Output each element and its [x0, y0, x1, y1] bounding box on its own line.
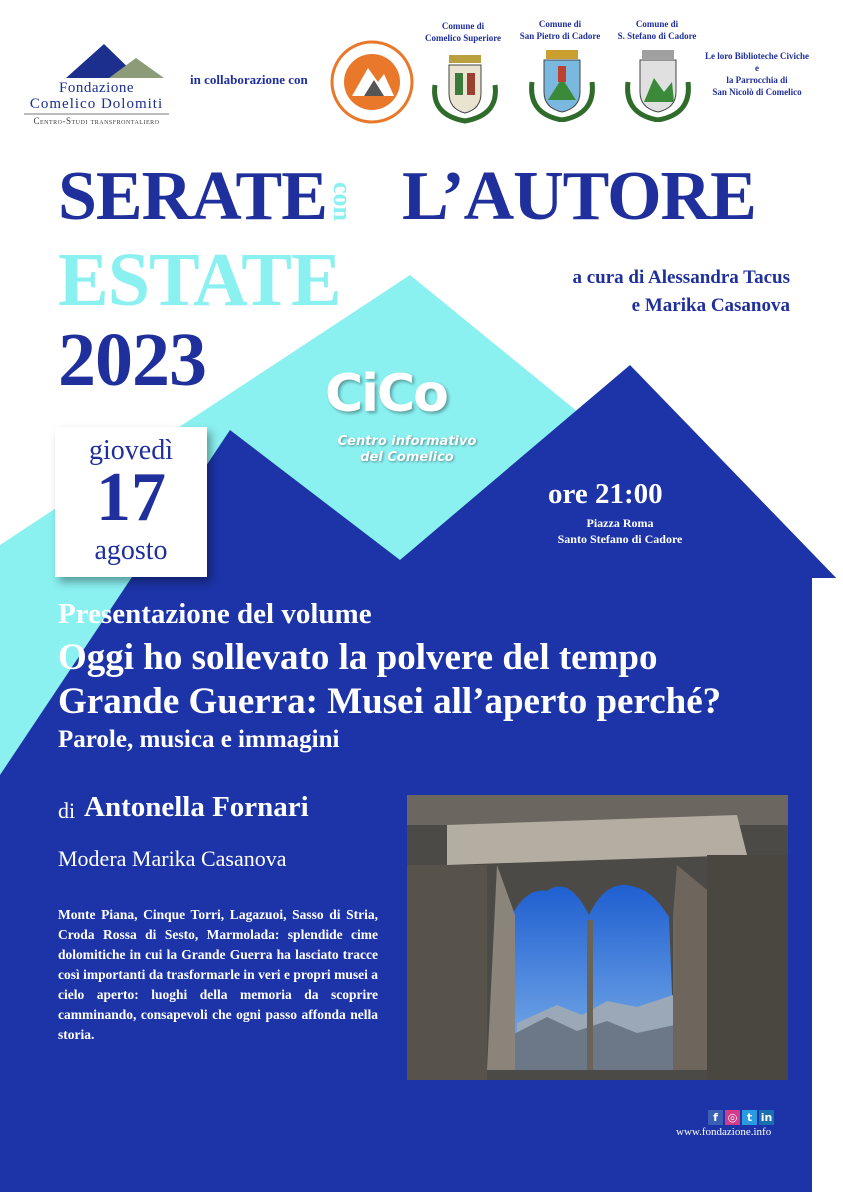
title-autore: L’AUTORE: [402, 158, 756, 235]
title-year: 2023: [58, 318, 206, 402]
date-card: [55, 427, 207, 577]
comune-comelico-superiore-label: Comune di Comelico Superiore: [424, 21, 502, 43]
unione-montana-logo: [330, 40, 414, 124]
collaboration-label: in collaborazione con: [190, 72, 308, 87]
twitter-icon[interactable]: t: [742, 1110, 757, 1125]
description: Monte Piana, Cinque Torri, Lagazuoi, Sasso di Stria, Croda Rossa di Sesto, Marmolada: splendide cime dolomitiche in cui la Grande Guerra ha lasciato tracce così importanti da trasformarle in veri e propri musei a cielo aperto: luoghi della memoria da scoprire camminando, consapevoli che ogni passo affonda nella storia.: [58, 907, 378, 1042]
foundation-subtitle: Centro-Studi transfrontaliero: [33, 116, 160, 126]
comune-san-pietro-label: Comune di San Pietro di Cadore: [519, 19, 601, 41]
event-place-line2: Santo Stefano di Cadore: [557, 532, 683, 546]
coat-of-arms-santo-stefano-icon: [618, 42, 698, 122]
event-time: ore 21:00: [548, 478, 663, 510]
cico-logo: CiCo: [325, 364, 447, 424]
coat-of-arms-comelico-superiore-icon: [425, 45, 505, 125]
social-icons: [708, 1108, 776, 1126]
book-title-line1: Oggi ho sollevato la polvere del tempo: [58, 637, 658, 678]
author-name: Antonella Fornari: [84, 791, 309, 823]
author-prefix: di: [58, 798, 76, 823]
linkedin-icon[interactable]: in: [760, 1111, 773, 1124]
event-weekday: giovedì: [89, 435, 173, 466]
comune-santo-stefano-label: Comune di S. Stefano di Cadore: [617, 19, 697, 41]
right-white-margin: [812, 578, 843, 1192]
website-link[interactable]: www.fondazione.info: [676, 1126, 772, 1138]
book-title-line2: Grande Guerra: Musei all’aperto perché?: [58, 681, 722, 722]
mountain-window-photo: [407, 795, 788, 1080]
facebook-icon[interactable]: f: [708, 1110, 723, 1125]
event-month: agosto: [94, 535, 168, 566]
curated-by: a cura di Alessandra Tacus e Marika Casanova: [572, 267, 790, 316]
presentation-intro: Presentazione del volume: [58, 598, 372, 630]
event-day: 17: [96, 459, 166, 536]
foundation-name-line1: Fondazione: [59, 80, 134, 96]
moderator: Modera Marika Casanova: [58, 846, 287, 871]
coat-of-arms-san-pietro-icon: [522, 42, 602, 122]
title-estate: ESTATE: [58, 238, 341, 322]
foundation-name-line2: Comelico Dolomiti: [29, 96, 164, 112]
title-serate: SERATE: [58, 158, 327, 235]
event-place-line1: Piazza Roma: [586, 516, 654, 530]
instagram-icon[interactable]: ◎: [725, 1110, 740, 1125]
biblioteche-note: Le loro Biblioteche Civiche e la Parrocchia di San Nicolò di Comelico: [704, 51, 810, 97]
title-con: con: [328, 182, 357, 221]
presentation-subtitle: Parole, musica e immagini: [58, 726, 340, 753]
cico-subtitle: Centro informativo del Comelico: [337, 434, 477, 465]
